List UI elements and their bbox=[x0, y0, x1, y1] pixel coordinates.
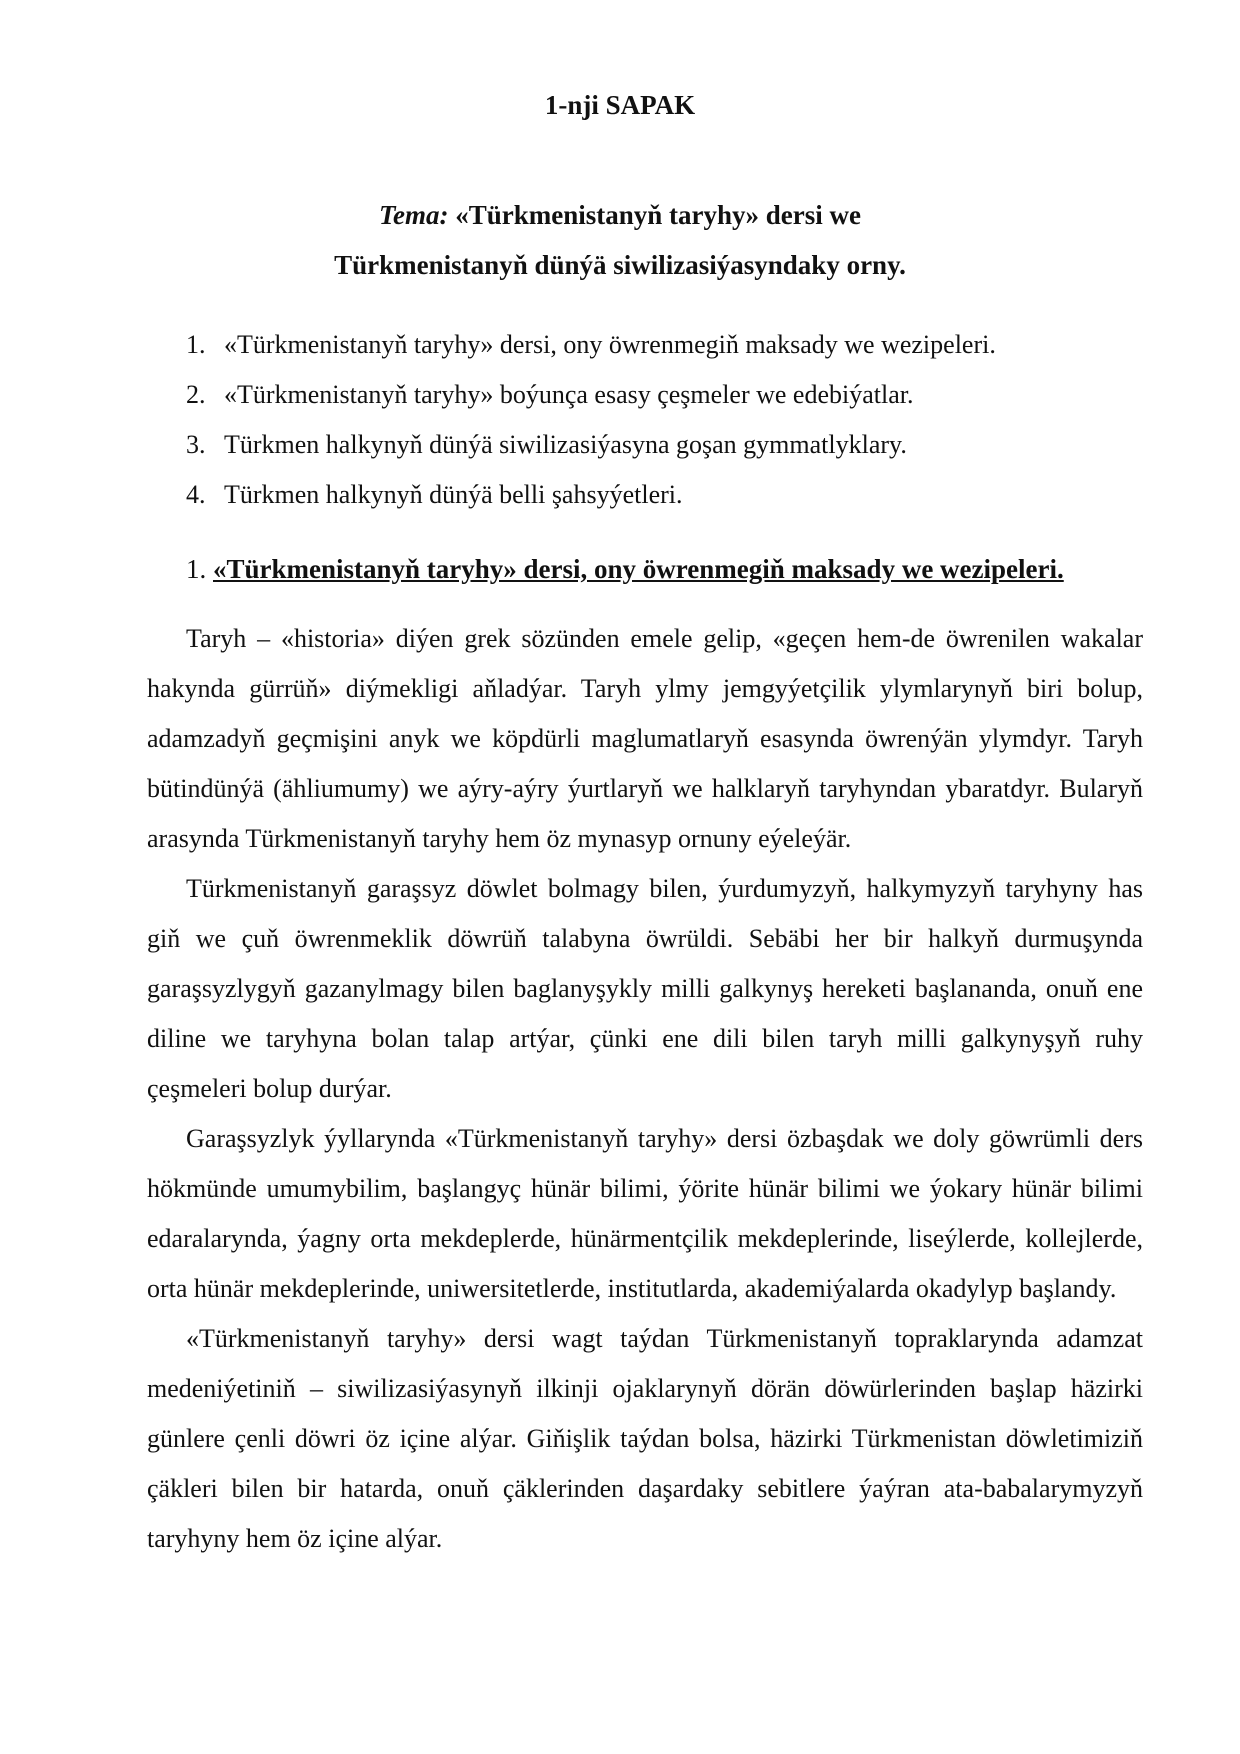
paragraph: Taryh – «historia» diýen grek sözünden emele gelip, «geçen hem-de öwrenilen wakalar hakynda gürrüň» diýmekligi aňladýar. Taryh ylmy jemgyýetçilik ylymlarynyň biri bolup, adamzadyň geçmişini anyk we köpdürli maglumatlaryň esasynda öwrenýän ylymdyr. Taryh bütindünýä (ähliumumy) we aýry-aýry ýurtlaryň we halklaryň taryhyndan ybaratdyr. Bularyň arasynda Türkmenistanyň taryhy hem öz mynasyp ornuny eýeleýär. bbox=[147, 624, 1143, 853]
plan-item-text: Türkmen halkynyň dünýä belli şahsyýetleri. bbox=[224, 480, 683, 509]
plan-item-number: 3. bbox=[186, 430, 206, 459]
plan-item-text: Türkmen halkynyň dünýä siwilizasiýasyna goşan gymmatlyklary. bbox=[224, 430, 907, 459]
plan-item-text: «Türkmenistanyň taryhy» boýunça esasy çeşmeler we edebiýatlar. bbox=[224, 380, 914, 409]
plan-item bbox=[186, 420, 1136, 470]
plan-item-number: 4. bbox=[186, 480, 206, 509]
plan-item-text: «Türkmenistanyň taryhy» dersi, ony öwrenmegiň maksady we wezipeleri. bbox=[224, 330, 996, 359]
plan-item-number: 2. bbox=[186, 380, 206, 409]
plan-item bbox=[186, 320, 1136, 370]
paragraph: «Türkmenistanyň taryhy» dersi wagt taýdan Türkmenistanyň topraklarynda adamzat medeniýetiniň – siwilizasiýasynyň ilkinji ojaklarynyň dörän döwürlerinden başlap häzirki günlere çenli döwri öz içine alýar. Giňişlik taýdan bolsa, häzirki Türkmenistan döwletimiziň çäkleri bilen bir hatarda, onuň çäklerinden daşardaky sebitlere ýaýran ata-babalarymyzyň taryhyny hem öz içine alýar. bbox=[147, 1324, 1143, 1553]
body-text bbox=[147, 614, 1143, 1564]
paragraph: Garaşsyzlyk ýyllarynda «Türkmenistanyň taryhy» dersi özbaşdak we doly göwrümli ders hökmünde umumybilim, başlangyç hünär bilimi, ýörite hünär bilimi we ýokary hünär bilimi edaralarynda, ýagny orta mekdeplerde, hünärmentçilik mekdeplerinde, liseýlerde, kollejlerde, orta hünär mekdeplerinde, uniwersitetlerde, institutlarda, akademiýalarda okadylyp başlandy. bbox=[147, 1124, 1143, 1303]
section-number: 1. bbox=[186, 554, 213, 584]
topic-label: Tema: bbox=[378, 200, 449, 230]
plan-item-number: 1. bbox=[186, 330, 206, 359]
topic-line-2: Türkmenistanyň dünýä siwilizasiýasyndaky orny. bbox=[334, 250, 906, 280]
plan-item bbox=[186, 370, 1136, 420]
section-title: «Türkmenistanyň taryhy» dersi, ony öwrenmegiň maksady we wezipeleri. bbox=[213, 554, 1064, 584]
topic-title-part1: «Türkmenistanyň taryhy» dersi we bbox=[448, 200, 861, 230]
chapter-title: 1-nji SAPAK bbox=[544, 90, 696, 120]
paragraph: Türkmenistanyň garaşsyz döwlet bolmagy bilen, ýurdumyzyň, halkymyzyň taryhyny has giň we çuň öwrenmeklik döwrüň talabyna öwrüldi. Sebäbi her bir halkyň durmuşynda garaşsyzlygyň gazanylmagy bilen baglanyşykly milli galkynyş hereketi başlananda, onuň ene diline we taryhyna bolan talap artýar, çünki ene dili bilen taryh milli galkynyşyň ruhy çeşmeleri bolup durýar. bbox=[147, 874, 1143, 1103]
section-heading bbox=[186, 554, 1146, 585]
topic-heading bbox=[0, 190, 1240, 290]
plan-item bbox=[186, 470, 1136, 520]
topic-line-1 bbox=[379, 200, 861, 230]
lesson-plan-list bbox=[186, 320, 1136, 520]
